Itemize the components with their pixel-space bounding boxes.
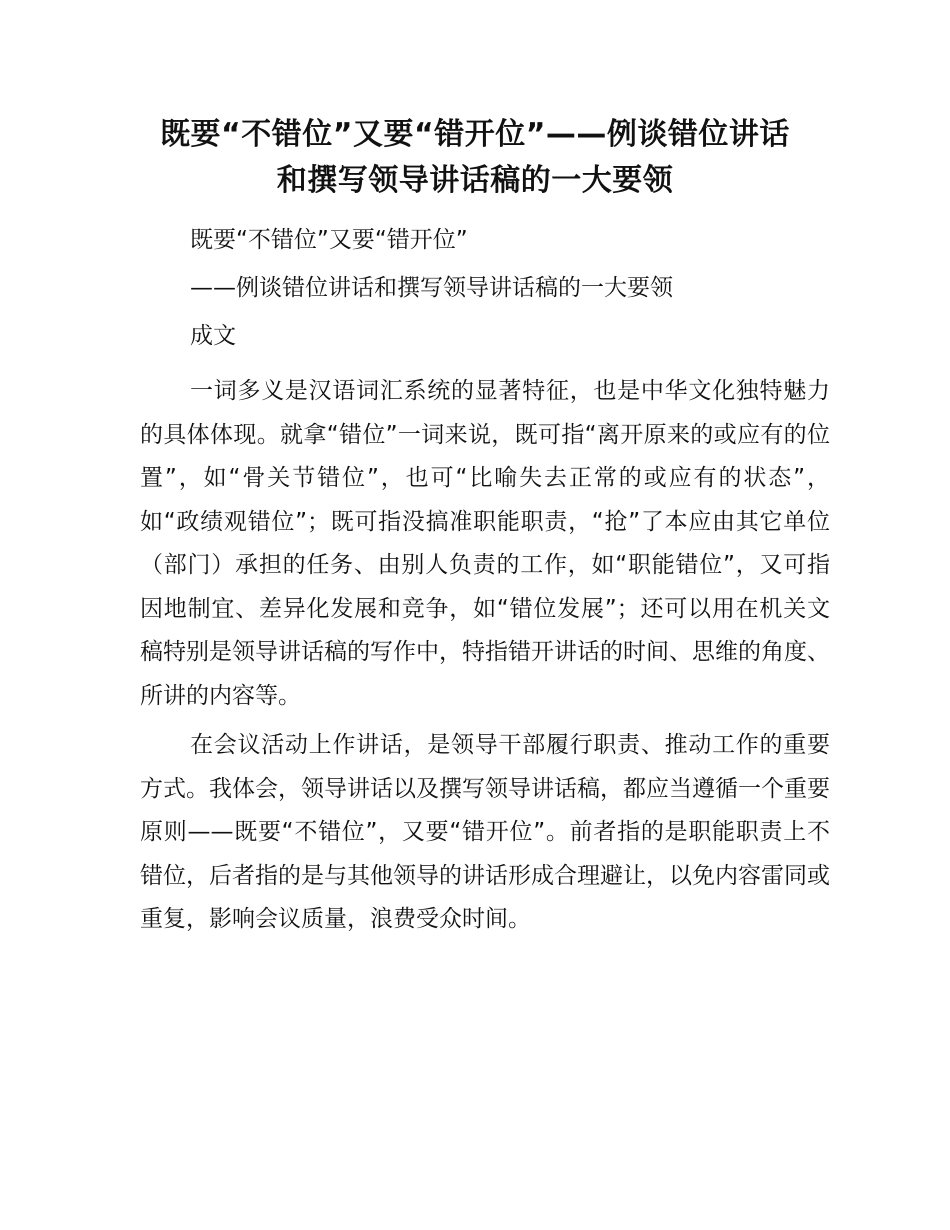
title-line-2: 和撰写领导讲话稿的一大要领: [276, 163, 674, 198]
body-paragraph: 一词多义是汉语词汇系统的显著特征，也是中华文化独特魅力的具体体现。就拿“错位”一词来说，既可指“离开原来的或应有的位置”，如“骨关节错位”，也可“比喻失去正常的或应有的状态”，如“政绩观错位”；既可指没搞准职能职责，“抢”了本应由其它单位（部门）承担的任务、由别人负责的工作，如“职能错位”，又可指因地制宜、差异化发展和竞争，如“错位发展”；还可以用在机关文稿特别是领导讲话稿的写作中，特指错开讲话的时间、思维的角度、所讲的内容等。: [140, 378, 830, 709]
document-body: [140, 216, 830, 942]
heading-line-1: 既要“不错位”又要“错开位”: [190, 227, 468, 253]
heading-line-2: ——例谈错位讲话和撰写领导讲话稿的一大要领: [190, 275, 673, 301]
body-paragraph: 在会议活动上作讲话，是领导干部履行职责、推动工作的重要方式。我体会，领导讲话以及撰写领导讲话稿，都应当遵循一个重要原则——既要“不错位”，又要“错开位”。前者指的是职能职责上不错位，后者指的是与其他领导的讲话形成合理避让，以免内容雷同或重复，影响会议质量，浪费受众时间。: [140, 732, 830, 932]
author-name: 成文: [190, 323, 236, 349]
title-line-1: 既要“不错位”又要“错开位”——例谈错位讲话: [160, 117, 790, 152]
document-title: [120, 112, 830, 204]
